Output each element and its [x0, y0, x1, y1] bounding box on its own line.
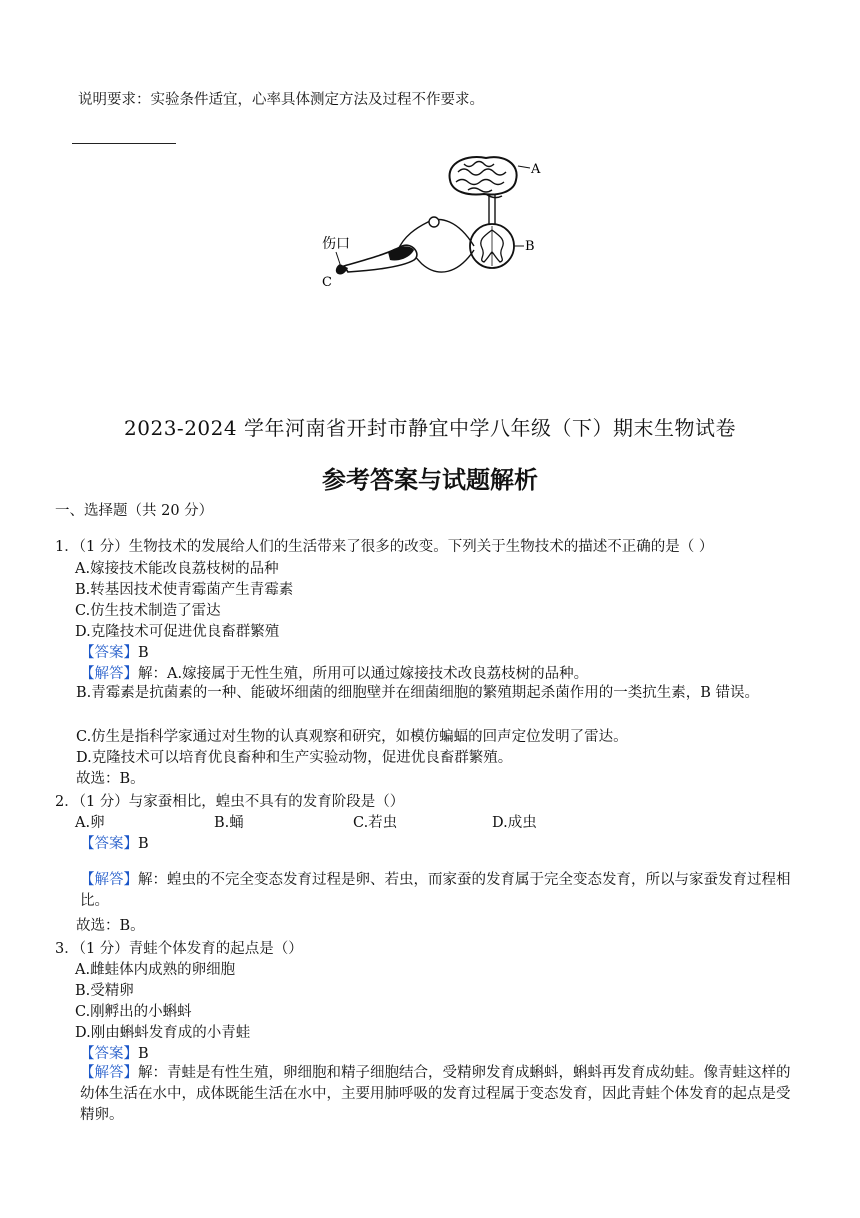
analysis-tag: 【解答】 [80, 666, 138, 682]
question-1-answer: 【答案】B [80, 645, 149, 661]
question-1-analysis: 【解答】解：A.嫁接属于无性生殖，所用可以通过嫁接技术改良荔枝树的品种。 [80, 666, 589, 682]
question-3-option-d: D.刚由蝌蚪发育成的小青蛙 [75, 1025, 251, 1041]
label-c: C [322, 275, 332, 290]
question-1-analysis-b: B.青霉素是抗菌素的一种、能破坏细菌的细胞壁并在细菌细胞的繁殖期起杀菌作用的一类抗生素，B 错误。 [76, 685, 760, 701]
question-1-analysis-c: C.仿生是指科学家通过对生物的认真观察和研究，如模仿蝙蝠的回声定位发明了雷达。 [76, 729, 628, 745]
ganglion [429, 217, 439, 227]
section-heading: 一、选择题（共 20 分） [55, 503, 214, 519]
spinal-cord-illustration [470, 224, 514, 268]
divider-line [72, 143, 176, 144]
question-3-option-a: A.雌蛙体内成熟的卵细胞 [75, 962, 236, 978]
page-title: 2023-2024 学年河南省开封市静宜中学八年级（下）期末生物试卷 [124, 416, 736, 440]
question-2-option-d: D.成虫 [492, 815, 537, 831]
question-3-analysis: 【解答】解：青蛙是有性生殖，卵细胞和精子细胞结合，受精卵发育成蝌蚪，蝌蚪再发育成幼蛙。像青蛙这样的幼体生活在水中，成体既能生活在水中，主要用肺呼吸的发育过程属于变态发育，因此青蛙个体发育的起点是受精卵。 [80, 1065, 791, 1123]
question-3-answer: 【答案】B [80, 1046, 149, 1062]
question-2-options [75, 811, 631, 832]
question-1-conclusion: 故选：B。 [76, 771, 145, 787]
question-1-analysis-d: D.克隆技术可以培育优良畜种和生产实验动物，促进优良畜群繁殖。 [76, 750, 513, 766]
label-b: B [525, 239, 535, 254]
page-subtitle: 参考答案与试题解析 [322, 466, 538, 494]
question-2-analysis: 【解答】解：蝗虫的不完全变态发育过程是卵、若虫，而家蚕的发育属于完全变态发育，所以与家蚕发育过程相比。 [80, 872, 791, 909]
question-2-option-c: C.若虫 [353, 815, 398, 831]
question-1-option-b: B.转基因技术使青霉菌产生青霉素 [75, 582, 294, 598]
question-1-option-a: A.嫁接技术能改良荔枝树的品种 [75, 561, 279, 577]
question-3-option-c: C.刚孵出的小蝌蚪 [75, 1004, 192, 1020]
brain-illustration [450, 157, 517, 198]
wound-label: 伤口 [322, 236, 350, 252]
analysis-tag: 【解答】 [80, 1065, 138, 1081]
question-1-option-d: D.克隆技术可促进优良畜群繁殖 [75, 624, 280, 640]
analysis-tag: 【解答】 [80, 872, 138, 888]
question-2-option-b: B.蛹 [214, 815, 244, 831]
label-a: A [531, 162, 541, 177]
question-3-option-b: B.受精卵 [75, 983, 134, 999]
question-1-stem: 1．（1 分）生物技术的发展给人们的生活带来了很多的改变。下列关于生物技术的描述不正确的是（ ） [55, 539, 714, 555]
answer-tag: 【答案】 [80, 645, 138, 661]
question-1-option-c: C.仿生技术制造了雷达 [75, 603, 221, 619]
question-2-conclusion: 故选：B。 [76, 918, 145, 934]
question-2-option-a: A.卵 [75, 815, 105, 831]
intro-note: 说明要求：实验条件适宜，心率具体测定方法及过程不作要求。 [78, 92, 484, 108]
answer-tag: 【答案】 [80, 1046, 138, 1062]
question-3-stem: 3．（1 分）青蛙个体发育的起点是（） [55, 941, 303, 957]
answer-tag: 【答案】 [80, 836, 138, 852]
reflex-arc-figure [318, 150, 550, 292]
question-2-stem: 2．（1 分）与家蚕相比，蝗虫不具有的发育阶段是（） [55, 794, 405, 810]
reflex-arc-diagram [318, 150, 550, 292]
question-2-answer: 【答案】B [80, 836, 149, 852]
